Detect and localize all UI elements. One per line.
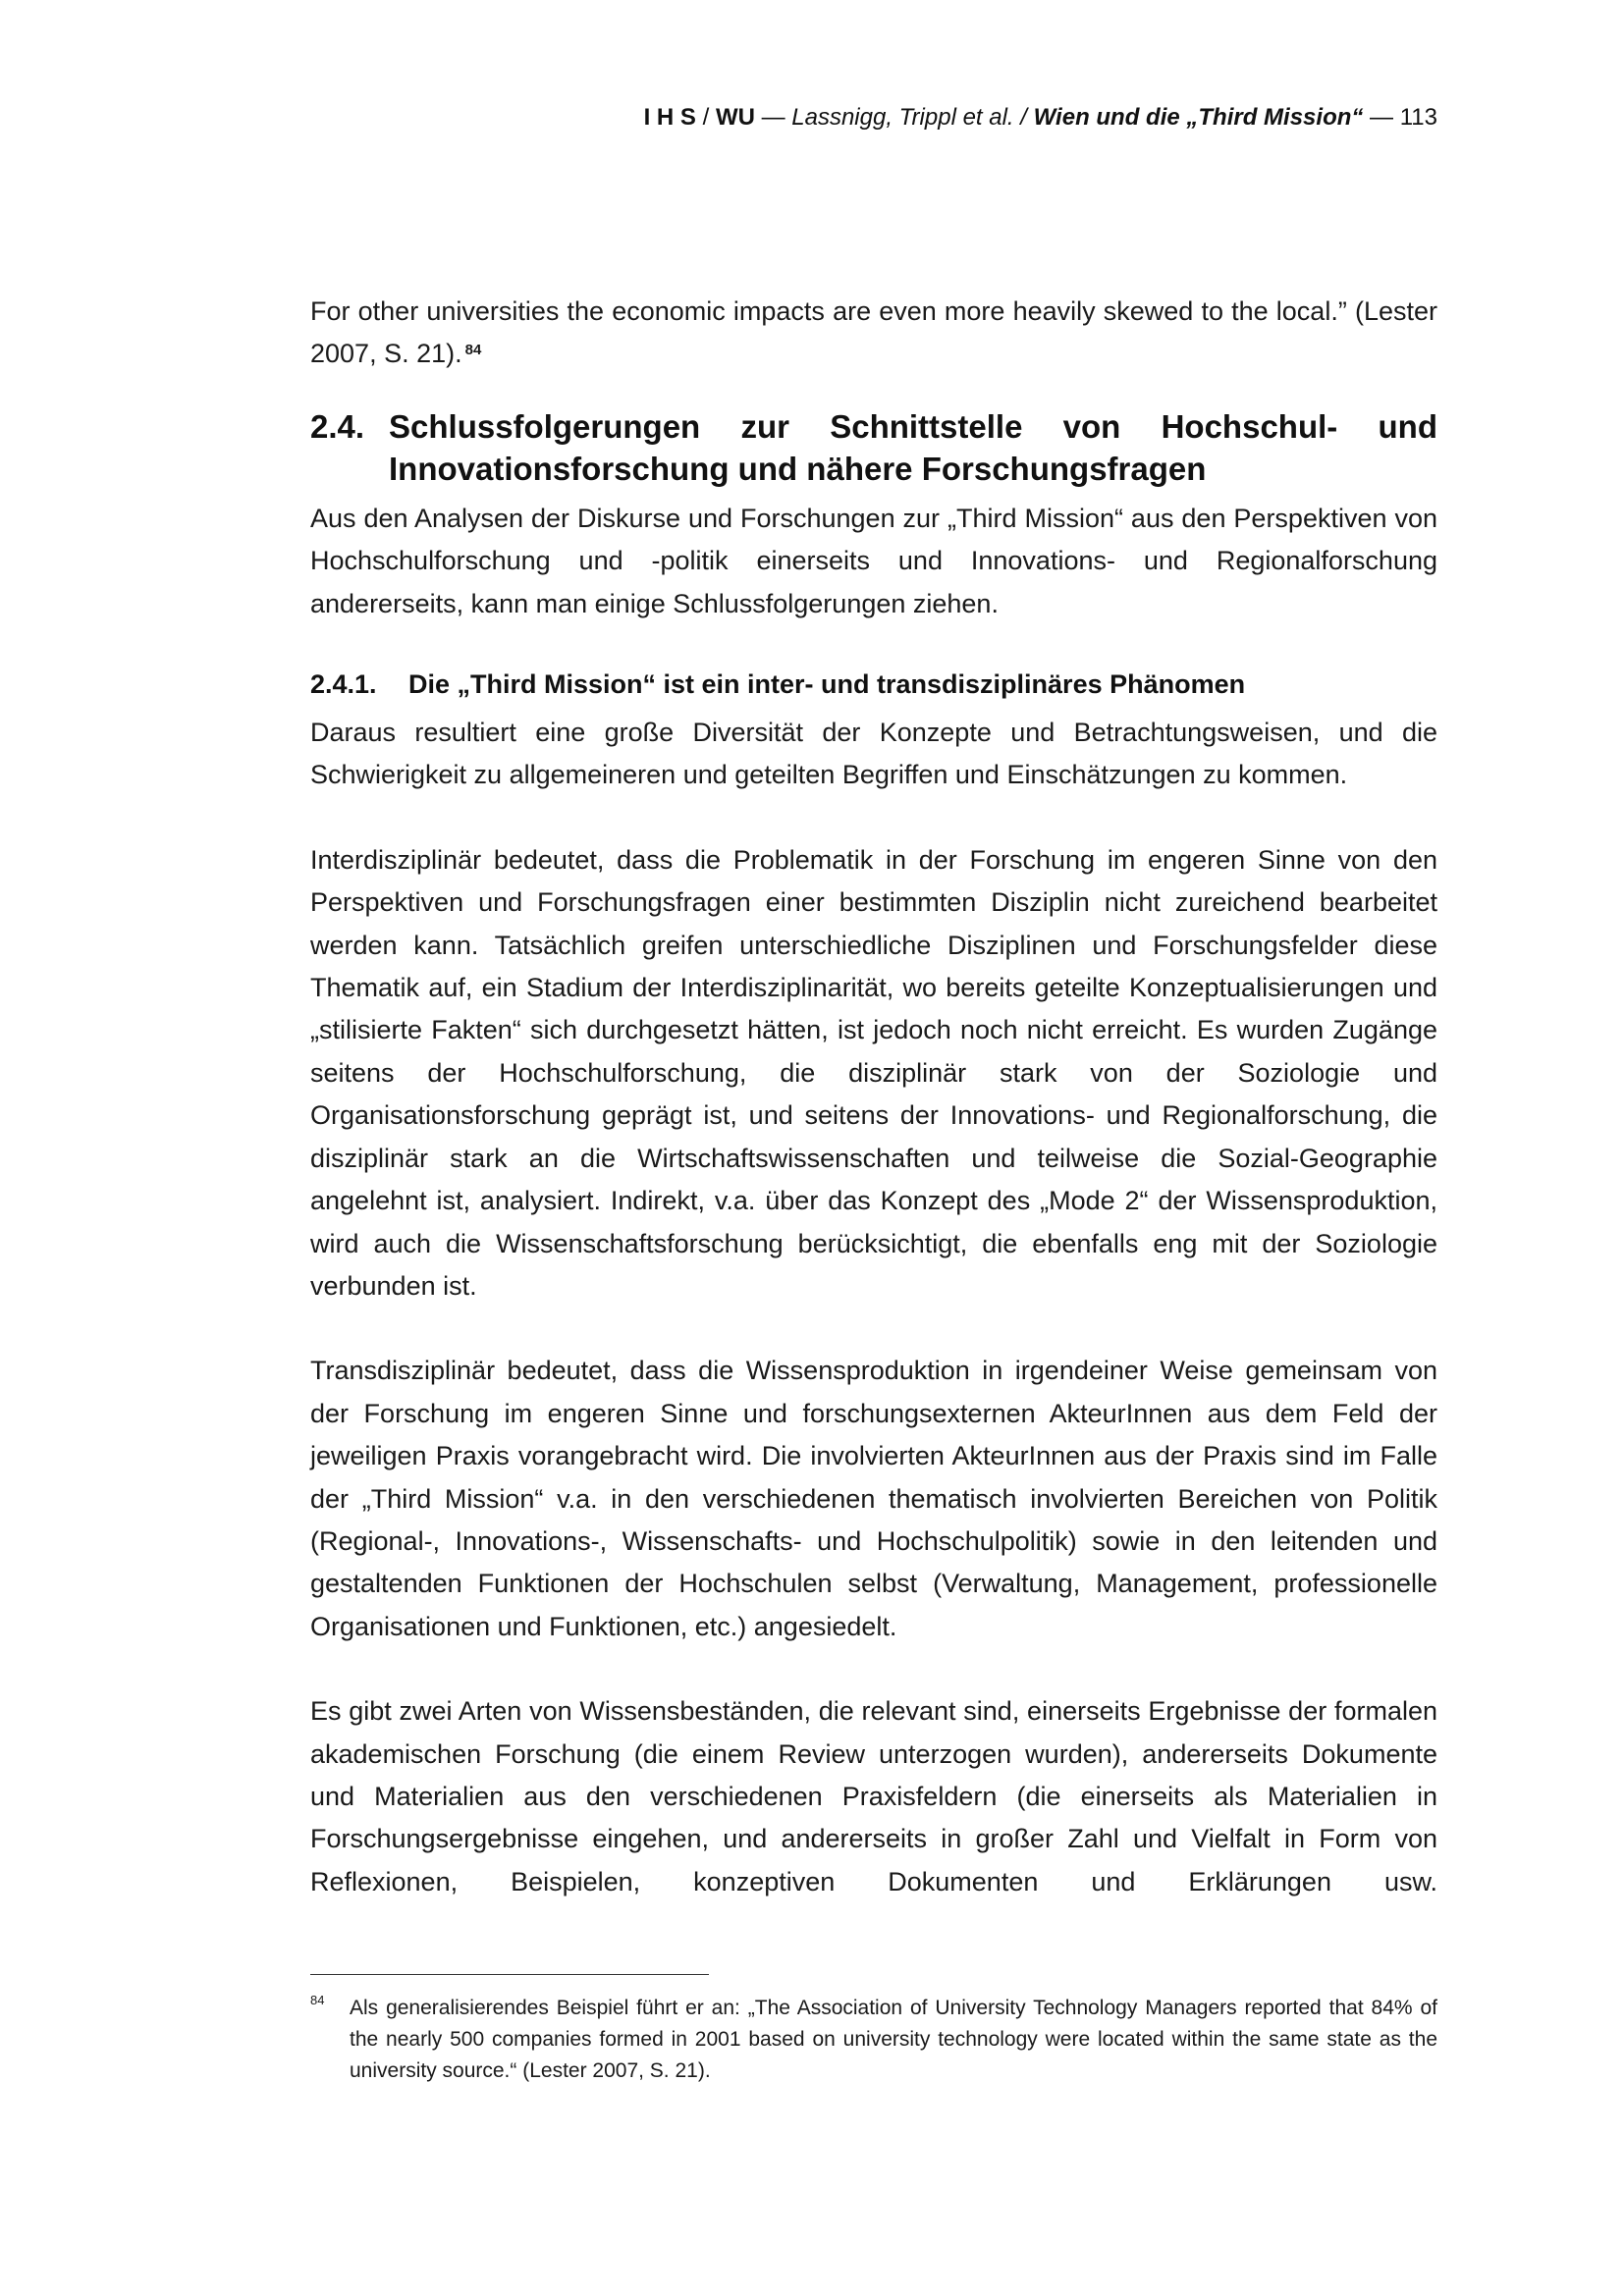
header-org: I H S xyxy=(643,104,696,131)
subsection-number: 2.4.1. xyxy=(310,669,377,700)
header-dash: — xyxy=(754,104,792,131)
header-separator: / xyxy=(695,104,716,131)
paragraph-diversity: Daraus resultiert eine große Diversität der Konzepte und Betrachtungsweisen, und die Schwierigkeit zu allgemeineren und geteilten Begriffen und Einschätzungen zu kommen. xyxy=(310,718,1437,790)
footnote xyxy=(310,1993,1437,2087)
running-header xyxy=(310,102,1437,133)
subsection-heading xyxy=(310,665,1437,704)
footnote-reference[interactable]: 84 xyxy=(464,342,482,359)
page-number: 113 xyxy=(1399,104,1437,131)
section-paragraph: Aus den Analysen der Diskurse und Forschungen zur „Third Mission“ aus den Perspektiven von Hochschulforschung und -politik einerseits und Innovations- und Regionalforschung andererseits, kann man einige Schlussfolgerungen ziehen. xyxy=(310,503,1437,618)
footnote-separator xyxy=(310,1974,709,1975)
footnote-text: Als generalisierendes Beispiel führt er an: „The Association of University Technology Managers reported that 84% of the nearly 500 companies formed in 2001 based on university technology were located within the same state as the university source.“ (Lester 2007, S. 21). xyxy=(350,1997,1437,2082)
header-authors: Lassnigg, Trippl et al. / xyxy=(791,104,1027,131)
paragraph-gap xyxy=(310,1648,1437,1690)
paragraph-transdisciplinary: Transdisziplinär bedeutet, dass die Wissensproduktion in irgendeiner Weise gemeinsam von der Forschung im engeren Sinne und forschungsexternen AkteurInnen aus dem Feld der jeweiligen Praxis vorangebracht wird. Die involvierten AkteurInnen aus der Praxis sind im Falle der „Third Mission“ v.a. in den verschiedenen thematisch involvierten Bereichen von Politik (Regional-, Innovations-, Wissenschafts- und Hochschulpolitik) sowie in den leitenden und gestaltenden Funktionen der Hochschulen selbst (Verwaltung, Management, professionelle Organisationen und Funktionen, etc.) angesiedelt. xyxy=(310,1356,1437,1641)
header-title: Wien und die „Third Mission“ xyxy=(1026,104,1364,131)
paragraph-knowledge-types: Es gibt zwei Arten von Wissensbeständen, die relevant sind, einerseits Ergebnisse der formalen akademischen Forschung (die einem Review unterzogen wurden), andererseits Dokumente und Materialien aus den verschiedenen Praxisfeldern (die einerseits als Materialien in Forschungsergebnisse eingehen, und andererseits in großer Zahl und Vielfalt in Form von Reflexionen, Beispielen, konzeptiven Dokumenten und Erklärungen usw. xyxy=(310,1696,1437,1896)
header-org2: WU xyxy=(715,104,755,131)
subsection-title: Die „Third Mission“ ist ein inter- und transdisziplinäres Phänomen xyxy=(408,669,1246,700)
page-body xyxy=(310,291,1437,1903)
paragraph-gap xyxy=(310,797,1437,839)
paragraph-gap xyxy=(310,1308,1437,1350)
header-dash-2: — xyxy=(1363,104,1400,131)
intro-quote-paragraph xyxy=(310,291,1437,376)
section-title: Schlussfolgerungen zur Schnittstelle von Hochschul- und Innovationsforschung und nähere Forschungsfragen xyxy=(389,407,1437,487)
paragraph-interdisciplinary: Interdisziplinär bedeutet, dass die Problematik in der Forschung im engeren Sinne von den Perspektiven und Forschungsfragen einer bestimmten Disziplin nicht zureichend bearbeitet werden kann. Tatsächlich greifen unterschiedliche Disziplinen und Forschungsfelder diese Thematik auf, ein Stadium der Interdisziplinarität, wo bereits geteilte Konzeptualisierungen und „stilisierte Fakten“ sich durchgesetzt hätten, ist jedoch noch nicht erreicht. Es wurden Zugänge seitens der Hochschulforschung, die disziplinär stark von der Soziologie und Organisationsforschung geprägt ist, und seitens der Innovations- und Regionalforschung, die disziplinär stark an die Wirtschaftswissenschaften und teilweise die Sozial-Geographie angelehnt ist, analysiert. Indirekt, v.a. über das Konzept des „Mode 2“ der Wissensproduktion, wird auch die Wissenschaftsforschung berücksichtigt, die ebenfalls eng mit der Soziologie verbunden ist. xyxy=(310,844,1437,1301)
footnote-number: 84 xyxy=(310,1993,325,2007)
intro-quote-text: For other universities the economic impacts are even more heavily skewed to the local.” (Lester 2007, S. 21). xyxy=(310,296,1437,369)
section-heading xyxy=(310,405,1437,490)
section-number: 2.4. xyxy=(310,407,365,445)
